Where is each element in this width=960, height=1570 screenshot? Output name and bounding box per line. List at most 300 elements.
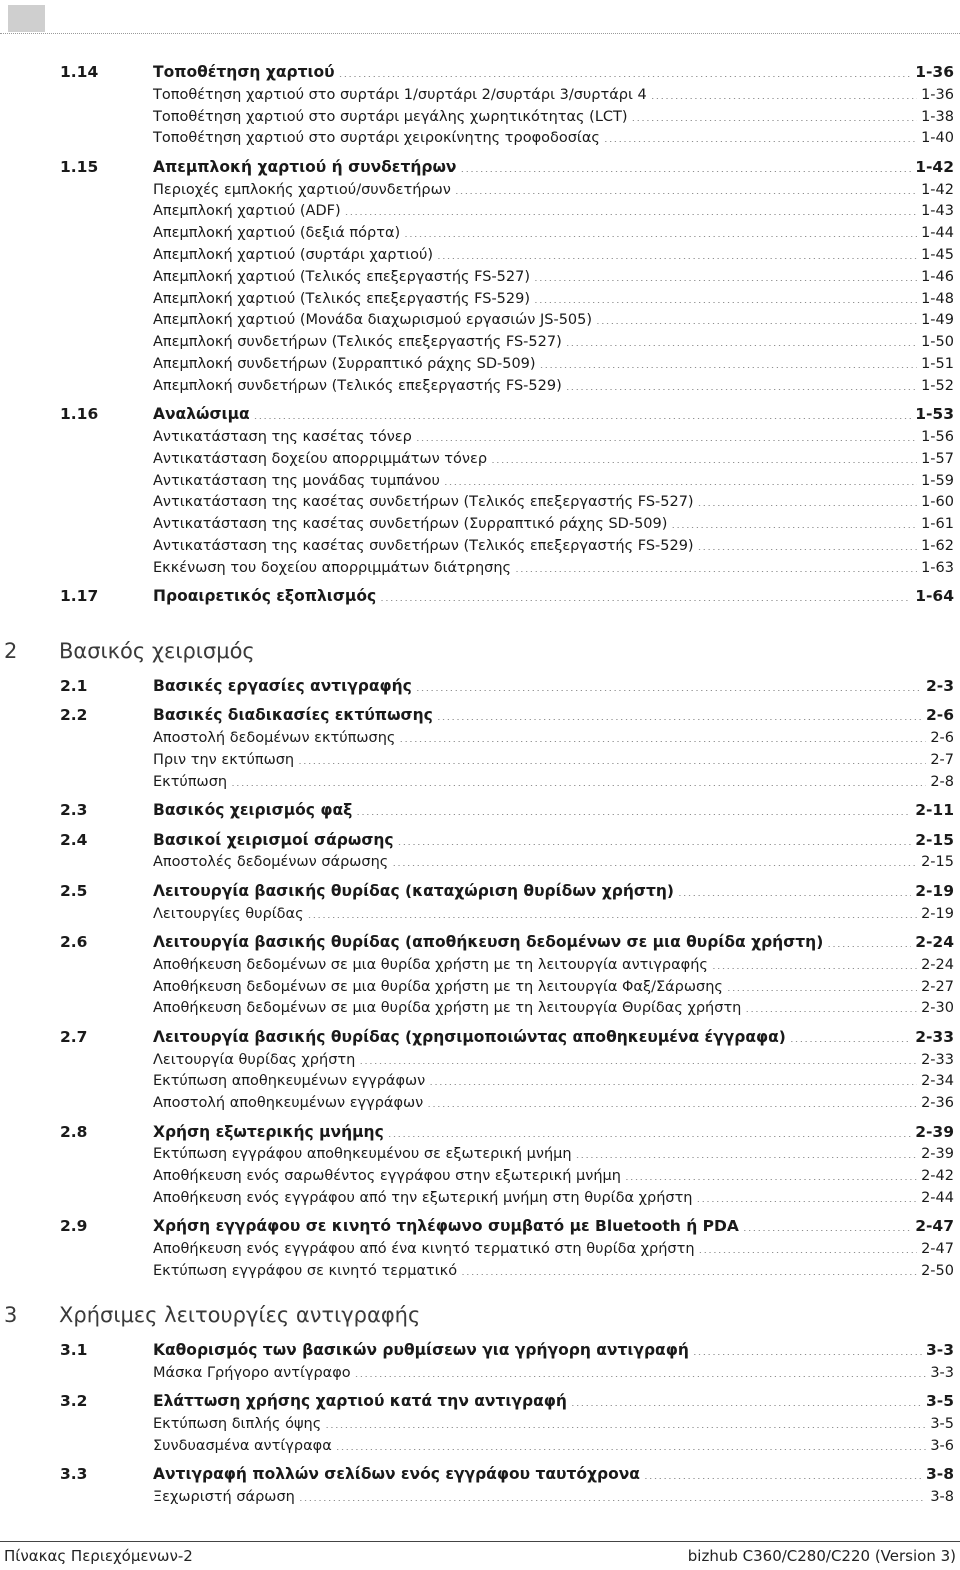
dot-leader (712, 954, 917, 969)
toc-entry (153, 222, 954, 244)
dot-leader (671, 513, 917, 528)
toc-page-number: 2-50 (921, 1263, 954, 1279)
dot-leader (693, 1340, 922, 1355)
toc-page-number: 2-34 (921, 1073, 954, 1090)
toc-section-number: 2.8 (60, 1122, 88, 1141)
toc-page-number: 3-3 (930, 1364, 954, 1381)
toc-entry (153, 1340, 954, 1361)
toc-section-row[interactable] (0, 932, 960, 953)
toc-section-row[interactable] (0, 1216, 960, 1237)
toc-subsection-row[interactable] (0, 1143, 960, 1164)
toc-page-number: 1-49 (921, 312, 954, 329)
toc-subsection-row[interactable] (0, 851, 960, 872)
dot-leader (698, 491, 917, 506)
toc-entry (153, 1486, 954, 1508)
dot-leader (388, 1122, 911, 1137)
toc-entry (153, 448, 954, 470)
toc-subsection-row[interactable] (0, 266, 960, 287)
toc-subsection-row[interactable] (0, 1070, 960, 1091)
dot-leader (678, 881, 911, 896)
toc-entry-title: Συνδυασμένα αντίγραφα (153, 1437, 332, 1454)
toc-entry-title: Αποθήκευση δεδομένων σε μια θυρίδα χρήστη με τη λειτουργία Θυρίδας χρήστη (153, 1000, 742, 1017)
dot-leader (534, 288, 917, 303)
toc-entry-title: Απεμπλοκή συνδετήρων (Συρραπτικό ράχης SD-509) (153, 356, 536, 372)
toc-page-number: 1-42 (915, 157, 954, 176)
toc-entry (153, 1027, 954, 1048)
toc-entry (153, 1070, 954, 1092)
toc-entry-title: Περιοχές εμπλοκής χαρτιού/συνδετήρων (153, 181, 451, 198)
dot-leader (398, 830, 912, 845)
dot-leader (699, 1238, 918, 1253)
toc-entry-title: Λειτουργία θυρίδας χρήστη (153, 1051, 356, 1068)
toc-subsection-row[interactable] (0, 954, 960, 975)
toc-entry-title: Αποθήκευση ενός εγγράφου από την εξωτερική μνήμη στη θυρίδα χρήστη (153, 1190, 693, 1206)
toc-page-number: 3-3 (925, 1341, 954, 1359)
toc-page-number: 2-19 (915, 881, 954, 900)
toc-entry-title: Ελάττωση χρήσης χαρτιού κατά την αντιγραφή (153, 1392, 567, 1411)
toc-page-number: 2-15 (915, 830, 954, 849)
toc-entry (153, 954, 954, 976)
dot-leader (437, 705, 922, 720)
toc-entry-title: Αποστολή δεδομένων εκτύπωσης (153, 730, 396, 747)
toc-entry-title: Τοποθέτηση χαρτιού (153, 63, 335, 81)
toc-entry (153, 1464, 954, 1485)
toc-entry-title: Απεμπλοκή συνδετήρων (Τελικός επεξεργαστής FS-529) (153, 377, 562, 394)
toc-subsection-row[interactable] (0, 771, 960, 792)
toc-page-number: 1-45 (921, 247, 954, 263)
dot-leader (515, 557, 917, 572)
toc-page-number: 2-39 (921, 1146, 954, 1163)
toc-page-number: 1-48 (921, 290, 954, 307)
dot-leader (596, 309, 917, 324)
toc-entry (153, 1049, 954, 1071)
toc-section-row[interactable] (0, 404, 960, 425)
dot-leader (427, 1092, 917, 1107)
toc-entry (153, 705, 954, 726)
toc-entry (153, 1238, 954, 1260)
toc-entry (153, 106, 954, 128)
toc-entry-title: Ξεχωριστή σάρωση (153, 1489, 295, 1505)
dot-leader (444, 470, 917, 485)
toc-section-number: 1.14 (60, 63, 99, 81)
toc-entry-title: Τοποθέτηση χαρτιού στο συρτάρι χειροκίνητης τροφοδοσίας (153, 130, 600, 147)
toc-page-number: 3-5 (930, 1416, 954, 1432)
toc-entry-title: Χρήση εξωτερικής μνήμης (153, 1122, 384, 1141)
toc-page-number: 1-50 (921, 334, 954, 351)
toc-entry-title: Αντικατάσταση δοχείου απορριμμάτων τόνερ (153, 450, 488, 467)
toc-subsection-row[interactable] (0, 288, 960, 309)
toc-entry (153, 1413, 954, 1435)
toc-subsection-row[interactable] (0, 727, 960, 748)
toc-subsection-row[interactable] (0, 1413, 960, 1434)
toc-subsection-row[interactable] (0, 903, 960, 924)
toc-page-number: 1-46 (921, 268, 954, 285)
toc-section-row[interactable] (0, 676, 960, 697)
toc-page-number: 1-61 (921, 516, 954, 533)
toc-section-row[interactable] (0, 157, 960, 178)
toc-entry-title: Αντικατάσταση της κασέτας τόνερ (153, 429, 412, 445)
toc-entry (153, 1092, 954, 1114)
toc-page-number: 1-62 (921, 538, 954, 554)
toc-section-row[interactable] (0, 1340, 960, 1361)
dot-leader (339, 62, 912, 77)
toc-entry-title: Αντικατάσταση της μονάδας τυμπάνου (153, 472, 440, 489)
toc-entry-title: Βασικοί χειρισμοί σάρωσης (153, 830, 394, 849)
toc-entry (153, 1187, 954, 1209)
toc-subsection-row[interactable] (0, 976, 960, 997)
toc-section-number: 3.1 (60, 1341, 88, 1359)
toc-entry (153, 179, 954, 201)
toc-section-number: 2.6 (60, 933, 88, 951)
toc-subsection-row[interactable] (0, 491, 960, 512)
toc-page-number: 1-64 (915, 587, 954, 606)
toc-entry (153, 1143, 954, 1165)
dot-leader (534, 266, 917, 281)
toc-page-number: 2-27 (921, 978, 954, 995)
toc-section-row[interactable] (0, 705, 960, 726)
toc-subsection-row[interactable] (0, 1238, 960, 1259)
toc-section-number: 2.1 (60, 677, 88, 695)
toc-entry-title: Αντικατάσταση της κασέτας συνδετήρων (Τελικός επεξεργαστής FS-527) (153, 494, 694, 511)
toc-entry-title: Βασικές εργασίες αντιγραφής (153, 677, 412, 695)
toc-page-number: 2-39 (915, 1122, 954, 1141)
dot-leader (298, 749, 926, 764)
toc-entry-title: Απεμπλοκή χαρτιού (δεξιά πόρτα) (153, 225, 401, 242)
toc-entry-title: Εκτύπωση αποθηκευμένων εγγράφων (153, 1073, 426, 1090)
toc-entry (153, 771, 954, 793)
toc-subsection-row[interactable] (0, 513, 960, 534)
toc-subsection-row[interactable] (0, 448, 960, 469)
dot-leader (356, 800, 911, 815)
toc-page-number: 3-5 (925, 1392, 954, 1411)
dot-leader (632, 106, 918, 121)
toc-subsection-row[interactable] (0, 1260, 960, 1281)
toc-entry-title: Αποθήκευση δεδομένων σε μια θυρίδα χρήστη με τη λειτουργία Φαξ/Σάρωσης (153, 978, 723, 995)
toc-section-number: 1.15 (60, 157, 99, 176)
toc-subsection-row[interactable] (0, 353, 960, 374)
chapter-title: Βασικός χειρισμός (59, 639, 255, 663)
toc-page-number: 3-8 (925, 1465, 954, 1484)
dot-leader (461, 1260, 917, 1275)
toc-entry-title: Αποθήκευση δεδομένων σε μια θυρίδα χρήστη με τη λειτουργία αντιγραφής (153, 956, 708, 973)
dot-leader (625, 1165, 917, 1180)
toc-section-row[interactable] (0, 881, 960, 902)
toc-page-number: 2-30 (921, 1000, 954, 1017)
toc-page-number: 1-44 (921, 225, 954, 242)
toc-entry-title: Αναλώσιμα (153, 405, 250, 424)
toc-entry (153, 1165, 954, 1187)
toc-page-number: 2-44 (921, 1190, 954, 1206)
toc-page-number: 1-53 (915, 405, 954, 424)
toc-subsection-row[interactable] (0, 535, 960, 556)
toc-section-number: 2.7 (60, 1027, 88, 1046)
dot-leader (698, 535, 917, 550)
toc-page-number: 2-7 (930, 752, 954, 768)
toc-page-number: 1-57 (921, 450, 954, 467)
toc-entry-title: Λειτουργία βασικής θυρίδας (χρησιμοποιώντας αποθηκευμένα έγγραφα) (153, 1027, 786, 1046)
toc-page-number: 2-33 (921, 1051, 954, 1068)
toc-section-number: 2.9 (60, 1217, 88, 1236)
toc-entry (153, 932, 954, 953)
toc-entry (153, 513, 954, 535)
dot-leader (231, 771, 926, 786)
toc-subsection-row[interactable] (0, 84, 960, 105)
toc-page-number: 3-6 (930, 1437, 954, 1454)
toc-section-number: 2.2 (60, 706, 88, 725)
toc-subsection-row[interactable] (0, 331, 960, 352)
toc-entry (153, 127, 954, 149)
toc-page-number: 2-3 (925, 677, 954, 695)
toc-entry (153, 200, 954, 222)
toc-section-number: 3.2 (60, 1392, 88, 1411)
toc-entry-title: Βασικός χειρισμός φαξ (153, 801, 353, 820)
toc-entry-title: Χρήση εγγράφου σε κινητό τηλέφωνο συμβατό με Bluetooth ή PDA (153, 1217, 739, 1236)
dot-leader (790, 1027, 911, 1042)
toc-page-number: 1-52 (921, 377, 954, 394)
toc-page-number: 1-36 (915, 63, 954, 81)
toc-page-number: 1-42 (921, 181, 954, 198)
toc-entry (153, 1216, 954, 1237)
toc-entry-title: Λειτουργία βασικής θυρίδας (αποθήκευση δεδομένων σε μια θυρίδα χρήστη) (153, 933, 824, 951)
dot-leader (540, 353, 918, 368)
toc-subsection-row[interactable] (0, 1435, 960, 1456)
toc-page-number: 2-6 (925, 706, 954, 725)
toc-page-number: 3-8 (930, 1489, 954, 1505)
toc-page-number: 2-47 (915, 1217, 954, 1236)
toc-entry (153, 903, 954, 925)
toc-entry (153, 244, 954, 266)
toc-entry (153, 881, 954, 902)
toc-page-number: 2-11 (915, 801, 954, 820)
toc-subsection-row[interactable] (0, 106, 960, 127)
toc-entry-title: Τοποθέτηση χαρτιού στο συρτάρι 1/συρτάρι 2/συρτάρι 3/συρτάρι 4 (153, 86, 647, 103)
toc-subsection-row[interactable] (0, 200, 960, 221)
toc-entry (153, 470, 954, 492)
toc-entry (153, 851, 954, 873)
toc-entry-title: Απεμπλοκή συνδετήρων (Τελικός επεξεργαστής FS-527) (153, 334, 562, 351)
toc-entry (153, 1391, 954, 1412)
dot-leader (416, 676, 922, 691)
toc-page-number: 2-19 (921, 905, 954, 922)
toc-section-row[interactable] (0, 1391, 960, 1412)
toc-entry-title: Αντικατάσταση της κασέτας συνδετήρων (Συρραπτικό ράχης SD-509) (153, 516, 668, 533)
footer-page-label: Πίνακας Περιεχόμενων-2 (4, 1547, 193, 1565)
toc-entry (153, 1435, 954, 1457)
dot-leader (308, 903, 917, 918)
toc-subsection-row[interactable] (0, 1165, 960, 1186)
toc-subsection-row[interactable] (0, 470, 960, 491)
toc-section-row[interactable] (0, 800, 960, 821)
dot-leader (429, 1070, 917, 1085)
toc-entry (153, 676, 954, 697)
toc-subsection-row[interactable] (0, 749, 960, 770)
toc-entry (153, 353, 954, 375)
toc-entry-title: Αντικατάσταση της κασέτας συνδετήρων (Τελικός επεξεργαστής FS-529) (153, 538, 694, 554)
toc-entry-title: Απεμπλοκή χαρτιού (Τελικός επεξεργαστής FS-527) (153, 268, 531, 285)
dot-leader (359, 1049, 917, 1064)
toc-entry-title: Εκτύπωση (153, 773, 228, 790)
toc-section-number: 2.5 (60, 881, 88, 900)
toc-entry (153, 84, 954, 106)
toc-entry-title: Απεμπλοκή χαρτιού (συρτάρι χαρτιού) (153, 247, 434, 263)
dot-leader (416, 426, 917, 441)
toc-entry-title: Προαιρετικός εξοπλισμός (153, 587, 377, 606)
dot-leader (566, 331, 917, 346)
toc-entry (153, 749, 954, 771)
toc-entry (153, 404, 954, 425)
toc-entry-title: Αποστολές δεδομένων σάρωσης (153, 854, 389, 871)
toc-page-number: 1-60 (921, 494, 954, 511)
dot-leader (325, 1413, 926, 1428)
toc-subsection-row[interactable] (0, 309, 960, 330)
footer-rule (0, 1541, 960, 1542)
dot-leader (651, 84, 917, 99)
toc-entry (153, 976, 954, 998)
toc-entry (153, 157, 954, 178)
toc-entry-title: Αποθήκευση ενός εγγράφου από ένα κινητό τερματικό στη θυρίδα χρήστη (153, 1241, 695, 1258)
toc-entry (153, 800, 954, 821)
toc-subsection-row[interactable] (0, 179, 960, 200)
toc-page-number: 2-6 (930, 730, 954, 747)
toc-subsection-row[interactable] (0, 244, 960, 265)
toc-entry (153, 309, 954, 331)
toc-page-number: 1-56 (921, 429, 954, 445)
toc-entry-title: Αποθήκευση ενός σαρωθέντος εγγράφου στην εξωτερική μνήμη (153, 1168, 621, 1185)
toc-entry (153, 491, 954, 513)
toc-entry (153, 557, 954, 579)
toc-section-row[interactable] (0, 1122, 960, 1143)
toc-entry (153, 535, 954, 557)
dot-leader (571, 1391, 922, 1406)
toc-section-row[interactable] (0, 62, 960, 83)
toc-page-number: 2-42 (921, 1168, 954, 1185)
toc-entry-title: Λειτουργία βασικής θυρίδας (καταχώριση θυρίδων χρήστη) (153, 881, 674, 900)
toc-subsection-row[interactable] (0, 1187, 960, 1208)
toc-section-number: 2.3 (60, 801, 88, 820)
toc-entry-title: Αντιγραφή πολλών σελίδων ενός εγγράφου ταυτόχρονα (153, 1465, 640, 1484)
toc-section-number: 1.17 (60, 587, 99, 606)
toc-page-number: 2-15 (921, 854, 954, 871)
toc-subsection-row[interactable] (0, 1049, 960, 1070)
toc-entry-title: Αποστολή αποθηκευμένων εγγράφων (153, 1095, 424, 1112)
dot-leader (336, 1435, 927, 1450)
toc-section-row[interactable] (0, 1027, 960, 1048)
toc-section-row[interactable] (0, 830, 960, 851)
dot-leader (455, 179, 917, 194)
toc-page-number: 1-38 (921, 108, 954, 125)
toc-entry-title: Βασικές διαδικασίες εκτύπωσης (153, 706, 433, 725)
dot-leader (576, 1143, 918, 1158)
toc-subsection-row[interactable] (0, 1362, 960, 1383)
toc-page-number: 2-24 (921, 956, 954, 973)
toc-entry-title: Πριν την εκτύπωση (153, 752, 295, 768)
toc-subsection-row[interactable] (0, 1486, 960, 1507)
toc-entry-title: Μάσκα Γρήγορο αντίγραφο (153, 1364, 351, 1381)
dot-leader (727, 976, 917, 991)
toc-entry (153, 1122, 954, 1143)
dot-leader (644, 1464, 922, 1479)
toc-subsection-row[interactable] (0, 557, 960, 578)
toc-page-number: 2-47 (921, 1241, 954, 1258)
toc-entry (153, 375, 954, 397)
toc-section-number: 1.16 (60, 405, 99, 424)
chapter-number: 3 (4, 1303, 18, 1327)
toc-entry (153, 331, 954, 353)
toc-entry (153, 997, 954, 1019)
toc-entry (153, 586, 954, 607)
toc-entry-title: Απεμπλοκή χαρτιού (Τελικός επεξεργαστής FS-529) (153, 290, 531, 307)
chapter-title: Χρήσιμες λειτουργίες αντιγραφής (59, 1303, 421, 1327)
toc-entry-title: Απεμπλοκή χαρτιού (Μονάδα διαχωρισμού εργασιών JS-505) (153, 312, 593, 329)
toc-section-number: 3.3 (60, 1465, 88, 1484)
toc-page-number: 1-63 (921, 559, 954, 576)
toc-subsection-row[interactable] (0, 997, 960, 1018)
toc-page-number: 1-59 (921, 472, 954, 489)
dot-leader (399, 727, 926, 742)
dot-leader (404, 222, 917, 237)
toc-entry-title: Εκτύπωση εγγράφου σε κινητό τερματικό (153, 1263, 458, 1279)
toc-page-number: 1-51 (921, 356, 954, 372)
toc-entry (153, 1362, 954, 1384)
toc-subsection-row[interactable] (0, 1092, 960, 1113)
chapter-heading (0, 1300, 960, 1330)
toc-entry-title: Τοποθέτηση χαρτιού στο συρτάρι μεγάλης χωρητικότητας (LCT) (153, 108, 628, 125)
toc-page-number: 2-8 (930, 773, 954, 790)
toc-page-number: 1-36 (921, 86, 954, 103)
dot-leader (299, 1486, 926, 1501)
toc-page-number: 1-43 (921, 203, 954, 220)
dot-leader (745, 997, 917, 1012)
toc-entry-title: Απεμπλοκή χαρτιού ή συνδετήρων (153, 157, 457, 176)
toc-entry (153, 288, 954, 310)
toc-entry-title: Εκτύπωση εγγράφου αποθηκευμένου σε εξωτερική μνήμη (153, 1146, 572, 1163)
dot-leader (380, 586, 911, 601)
dot-leader (254, 404, 912, 419)
toc-page-number: 1-40 (921, 130, 954, 147)
toc-entry (153, 727, 954, 749)
toc-section-row[interactable] (0, 586, 960, 607)
toc-section-row[interactable] (0, 1464, 960, 1485)
toc-page-number: 2-24 (915, 933, 954, 951)
toc-entry-title: Απεμπλοκή χαρτιού (ADF) (153, 203, 341, 220)
toc-section-number: 2.4 (60, 830, 88, 849)
toc-entry (153, 426, 954, 448)
toc-page-number: 2-36 (921, 1095, 954, 1112)
toc-entry (153, 266, 954, 288)
chapter-heading (0, 636, 960, 666)
toc-entry (153, 62, 954, 83)
toc-subsection-row[interactable] (0, 127, 960, 148)
toc-subsection-row[interactable] (0, 375, 960, 396)
toc-page-number: 2-33 (915, 1027, 954, 1046)
dot-leader (392, 851, 917, 866)
dot-leader (491, 448, 917, 463)
toc-entry-title: Καθορισμός των βασικών ρυθμίσεων για γρήγορη αντιγραφή (153, 1341, 689, 1359)
toc-entry (153, 1260, 954, 1282)
toc-subsection-row[interactable] (0, 222, 960, 243)
toc-entry-title: Λειτουργίες θυρίδας (153, 905, 304, 922)
toc-subsection-row[interactable] (0, 426, 960, 447)
dot-leader (461, 157, 912, 172)
chapter-number: 2 (4, 639, 18, 663)
dot-leader (566, 375, 917, 390)
dot-leader (743, 1216, 911, 1231)
toc-entry-title: Εκκένωση του δοχείου απορριμμάτων διάτρησης (153, 559, 512, 576)
dot-leader (604, 127, 917, 142)
dot-leader (827, 932, 911, 947)
dot-leader (345, 200, 917, 215)
dot-leader (697, 1187, 918, 1202)
